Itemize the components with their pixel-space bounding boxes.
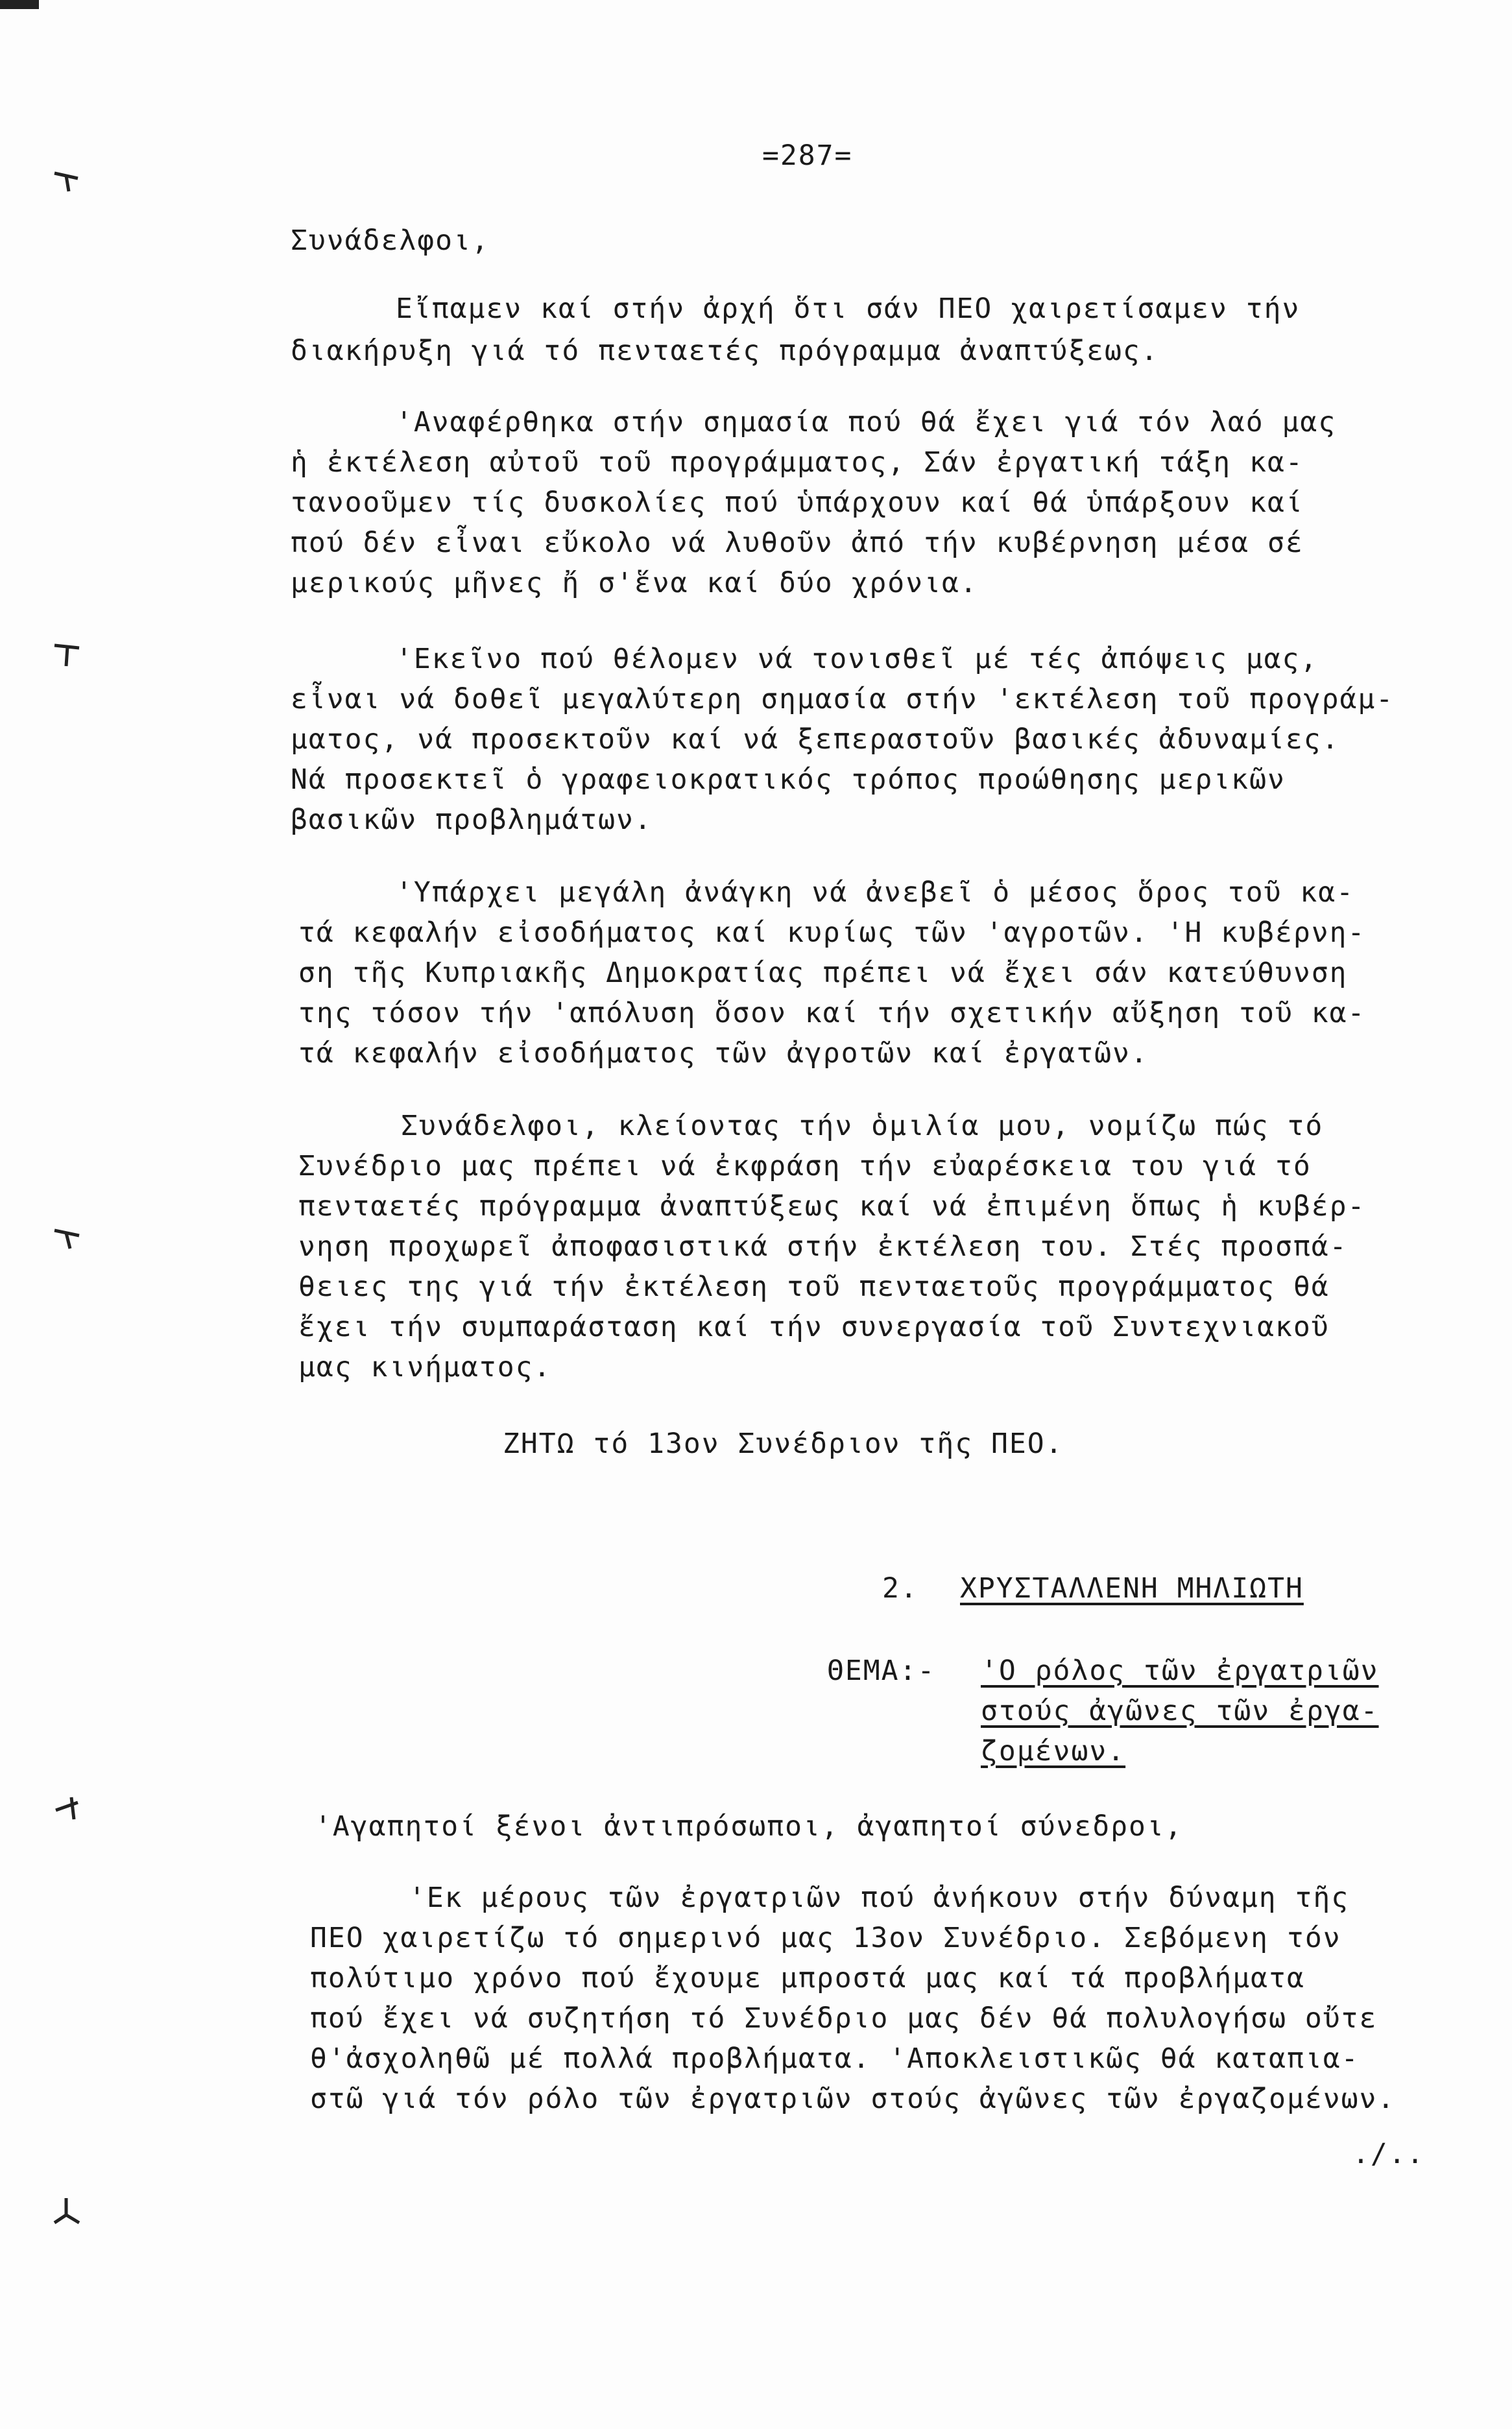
text-line: στῶ γιά τόν ρόλο τῶν ἐργατριῶν στούς ἀγῶνες τῶν ἐργαζομένων. — [310, 2083, 1396, 2115]
scan-corner-mark — [0, 0, 39, 9]
text-line: τανοοῦμεν τίς δυσκολίες πού ὑπάρχουν καί θά ὑπάρξουν καί — [291, 486, 1304, 519]
text-line: 'Αναφέρθηκα στήν σημασία πού θά ἔχει γιά τόν λαό μας — [396, 406, 1337, 438]
binder-mark — [52, 165, 82, 195]
binder-mark — [52, 1793, 82, 1823]
text-line: νηση προχωρεῖ ἀποφασιστικά στήν ἐκτέλεση του. Στές προσπά- — [298, 1230, 1348, 1263]
text-line: μερικούς μῆνες ἤ σ'ἕνα καί δύο χρόνια. — [291, 567, 978, 599]
text-line: τά κεφαλήν εἰσοδήματος καί κυρίως τῶν 'αγροτῶν. 'Η κυβέρνη- — [298, 916, 1366, 949]
text-line: πού δέν εἶναι εὔκολο νά λυθοῦν ἀπό τήν κυβέρνηση μέσα σέ — [291, 527, 1304, 559]
text-line: ΠΕΟ χαιρετίζω τό σημερινό μας 13ον Συνέδριο. Σεβόμενη τόν — [310, 1922, 1341, 1954]
text-line: βασικῶν προβλημάτων. — [291, 804, 653, 836]
topic-line: 'Ο ρόλος τῶν ἐργατριῶν — [981, 1655, 1379, 1687]
binder-mark — [52, 639, 82, 669]
text-line: Συνέδριο μας πρέπει νά ἐκφράση τήν εὐαρέσκεια του γιά τό — [298, 1150, 1312, 1182]
text-line: διακήρυξη γιά τό πενταετές πρόγραμμα ἀναπτύξεως. — [291, 335, 1159, 367]
binder-mark — [52, 2196, 82, 2225]
topic-label: ΘΕΜΑ:- — [827, 1655, 936, 1687]
text-line: εἶναι νά δοθεῖ μεγαλύτερη σημασία στήν 'εκτέλεση τοῦ προγράμ- — [291, 683, 1395, 715]
text-line: ματος, νά προσεκτοῦν καί νά ξεπεραστοῦν βασικές ἀδυναμίες. — [291, 723, 1340, 756]
text-line: ἔχει τήν συμπαράσταση καί τήν συνεργασία τοῦ Συντεχνιακοῦ — [298, 1311, 1330, 1343]
closing-line: ΖΗΤΩ τό 13ον Συνέδριον τῆς ΠΕΟ. — [503, 1428, 1064, 1460]
topic-line: στούς ἀγῶνες τῶν ἐργα- — [981, 1695, 1379, 1727]
text-line: 'Εκ μέρους τῶν ἐργατριῶν πού ἀνήκουν στήν δύναμη τῆς — [409, 1882, 1350, 1914]
text-line: πολύτιμο χρόνο πού ἔχουμε μπροστά μας καί τά προβλήματα — [310, 1962, 1305, 1994]
binder-mark — [52, 1223, 82, 1252]
text-line: θειες της γιά τήν ἐκτέλεση τοῦ πενταετοῦς προγράμματος θά — [298, 1271, 1330, 1303]
speaker-number: 2. — [882, 1572, 918, 1605]
topic-line: ζομένων. — [981, 1735, 1126, 1767]
text-line: Νά προσεκτεῖ ὁ γραφειοκρατικός τρόπος προώθησης μερικῶν — [291, 763, 1286, 796]
text-line: ση τῆς Κυπριακῆς Δημοκρατίας πρέπει νά ἔχει σάν κατεύθυνση — [298, 957, 1348, 989]
text-line: Συνάδελφοι, κλείοντας τήν ὁμιλία μου, νομίζω πώς τό — [401, 1110, 1324, 1142]
text-line: Εἴπαμεν καί στήν ἀρχή ὅτι σάν ΠΕΟ χαιρετίσαμεν τήν — [396, 293, 1301, 325]
greeting: 'Αγαπητοί ξένοι ἀντιπρόσωποι, ἀγαπητοί σύνεδροι, — [315, 1810, 1183, 1843]
continuation-mark: ./.. — [1352, 2138, 1425, 2170]
text-line: μας κινήματος. — [298, 1351, 552, 1383]
page-number: =287= — [762, 139, 853, 172]
text-line: θ'ἀσχοληθῶ μέ πολλά προβλήματα. 'Αποκλειστικῶς θά καταπια- — [310, 2042, 1360, 2075]
salutation: Συνάδελφοι, — [291, 224, 490, 257]
text-line: τά κεφαλήν εἰσοδήματος τῶν ἀγροτῶν καί ἐργατῶν. — [298, 1037, 1149, 1070]
text-line: 'Εκεῖνο πού θέλομεν νά τονισθεῖ μέ τές ἀπόψεις μας, — [396, 643, 1319, 675]
text-line: πού ἔχει νά συζητήση τό Συνέδριο μας δέν θά πολυλογήσω οὔτε — [310, 2002, 1378, 2035]
text-line: ἡ ἐκτέλεση αὐτοῦ τοῦ προγράμματος, Σάν ἐργατική τάξη κα- — [291, 446, 1304, 479]
text-line: 'Υπάρχει μεγάλη ἀνάγκη νά ἀνεβεῖ ὁ μέσος ὅρος τοῦ κα- — [396, 876, 1355, 909]
text-line: της τόσον τήν 'απόλυση ὅσον καί τήν σχετικήν αὔξηση τοῦ κα- — [298, 997, 1366, 1029]
speaker-name: ΧΡΥΣΤΑΛΛΕΝΗ ΜΗΛΙΩΤΗ — [960, 1572, 1304, 1605]
text-line: πενταετές πρόγραμμα ἀναπτύξεως καί νά ἐπιμένη ὅπως ἡ κυβέρ- — [298, 1190, 1366, 1223]
